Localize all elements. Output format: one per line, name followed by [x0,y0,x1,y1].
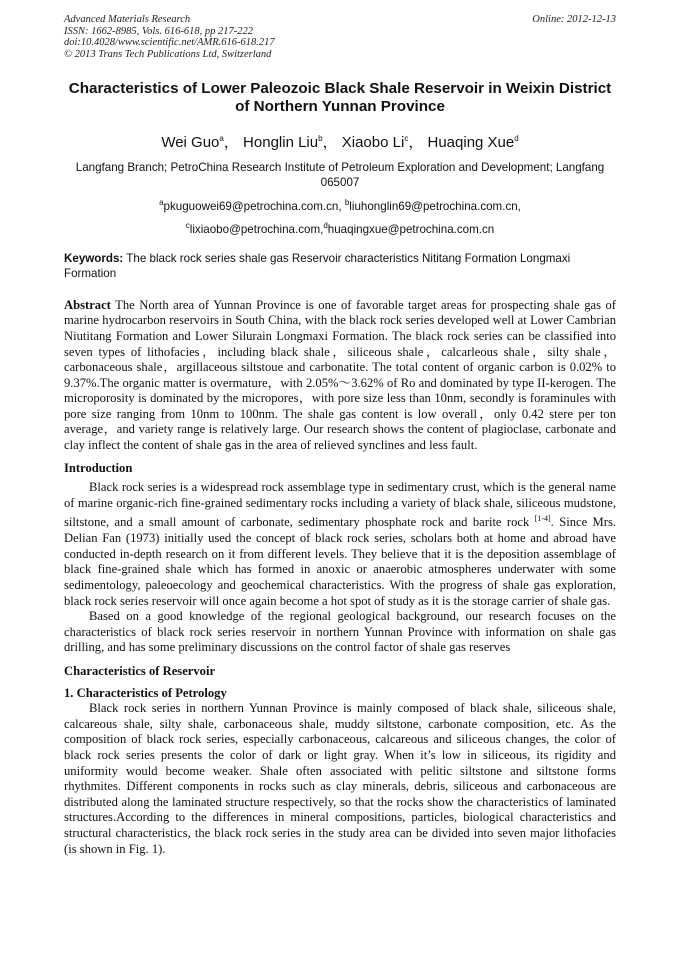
subsection-heading-petrology: 1. Characteristics of Petrology [64,685,227,700]
journal-name: Advanced Materials Research [64,14,191,25]
author-separator: ， [322,134,338,151]
email-sup: c [185,221,190,231]
author-name: Honglin Liu [243,134,319,151]
intro-paragraph-2: Based on a good knowledge of the regional geological background, our research focuses on the characteristics of black rock series reservoir in northern Yunnan Province with information on shale gas drilling, and has some preliminary discussions on the control factor of shale gas reserves [64,609,616,655]
keywords-label: Keywords: [64,251,124,265]
email-list [64,193,616,240]
citation-ref[interactable]: [1-4] [534,514,551,524]
author-sup: c [404,134,409,143]
email-link[interactable]: huaqingxue@petrochina.com.cn [327,223,495,237]
intro-text: . Since Mrs. Delian Fan (1973) initially used the concept of black rock series, scholars both at home and abroad have conducted in-depth research on it from different levels. They believe that it is the deposition assemblage of black fine-grained shale which has formed in anoxic or anaerobic atmospheres underwater with some sedimentology, paleoecology and geochemical characteristics. With the progress of shale gas exploration, black rock series reservoir will once again become a hot spot of study as it is the storage carrier of shale gas. [64,515,616,608]
paper-title: Characteristics of Lower Paleozoic Black Shale Reservoir in Weixin District of Northern Yunnan Province [68,80,612,115]
doi-line: doi:10.4028/www.scientific.net/AMR.616-618.217 [64,37,275,48]
email-sup: a [159,198,164,207]
abstract [64,298,616,454]
author-sup: b [318,134,323,143]
keywords [64,251,616,281]
intro-text: Black rock series is a widespread rock assemblage type in sedimentary crust, which is the general name of marine organic-rich fine-grained sedimentary rocks including a variety of black shale, siliceous mudstone, siltstone, and a small amount of carbonate, sedimentary phosphate rock and barite rock [64,480,616,530]
author-name: Xiaobo Li [341,134,405,151]
author-sup: d [514,134,519,143]
author-sup: a [219,134,224,143]
section-heading-introduction: Introduction [64,460,133,475]
author-name: Wei Guo [161,134,220,151]
petrology-paragraph: Black rock series in northern Yunnan Province is mainly composed of black shale, siliceous shale, calcareous shale, silty shale, carbonaceous shale, muddy siltstone, carbonate composition, etc. As the composition of black rock series, especially carbonaceous, calcareous and siliceous changes, the color of black rock series presents the color of dark or light gray. When it’s low in siliceous, its rigidity and uniformity would become weaker. Shale often associated with pelitic siltstone and siltstone forms rhythmites. Different components in rocks such as clay minerals, debris, siliceous and carbonaceous are distributed along the laminated structure respectively, so that the rocks show the characteristics of laminated structures.According to the differences in mineral compositions, particles, biological characteristics and structural characteristics, the black rock series in the study area can be divided into seven major lithofacies (is shown in Fig. 1). [64,701,616,856]
email-link[interactable]: pkuguowei69@petrochina.com.cn, [163,199,342,213]
online-date: Online: 2012-12-13 [532,14,616,25]
journal-header [64,14,616,60]
issn-line: ISSN: 1662-8985, Vols. 616-618, pp 217-222 [64,25,253,37]
email-sup: d [323,221,328,231]
section-heading-reservoir: Characteristics of Reservoir [64,663,216,678]
abstract-label: Abstract [64,297,111,312]
intro-paragraph-1 [64,480,616,609]
author-list [64,130,616,152]
copyright-line: © 2013 Trans Tech Publications Ltd, Switzerland [64,48,272,60]
abstract-text: The North area of Yunnan Province is one of favorable target areas for prospecting shale gas of marine hydrocarbon reservoirs in South China, with the black rock series developed well at Lower Cambrian Niutitang Formation and Lower Silurain Longmaxi Formation. The black rock series can be classified into seven types of lithofacies，including black shale，siliceous shale，calcarleous shale，silty shale，carbonaceous shale，argillaceous siltstoue and carbonatite. The total content of organic carbon is 0.02% to 9.37%.The organic matter is overmature，with 2.05%～3.62% of Ro and dominated by type II-kerogen. The microporosity is dominated by the micropores，with pore size less than 10nm, secondly is foraminules with pore size ranging from 10nm to 100nm. The shale gas content is low overall，only 0.42 stere per ton average，and variety range is relatively large. Our research shows the content of plagioclase, carbonate and clay inflect the content of shale gas in the area of relieved synclines and less fault. [64,297,616,453]
keywords-text: The black rock series shale gas Reservoir characteristics Nititang Formation Longmaxi Formation [64,251,571,280]
author-separator: ， [408,134,424,151]
email-link[interactable]: liuhonglin69@petrochina.com.cn, [349,199,521,213]
author-name: Huaqing Xue [427,134,515,151]
email-sup: b [344,198,350,207]
paper-page [64,14,616,857]
affiliation: Langfang Branch; PetroChina Research Institute of Petroleum Exploration and Development; Langfang 065007 [75,161,605,189]
email-link[interactable]: lixiaobo@petrochina.com, [189,223,324,237]
author-separator: ， [223,134,239,151]
